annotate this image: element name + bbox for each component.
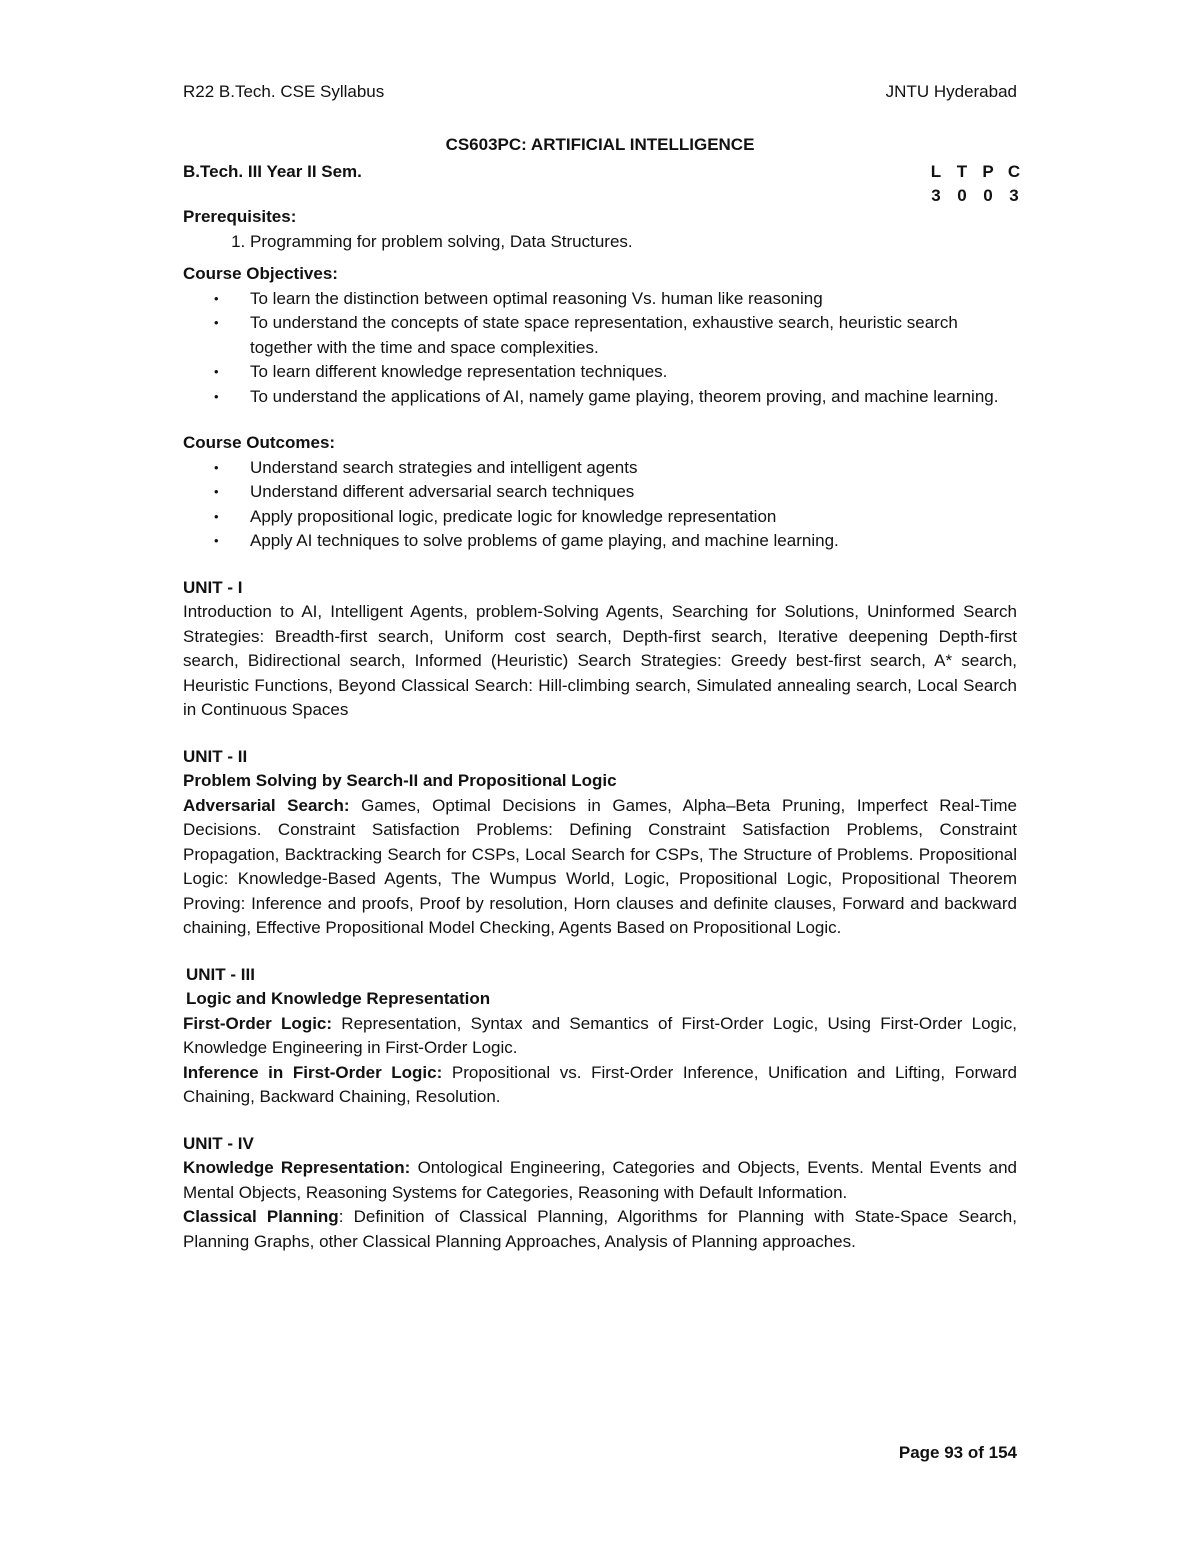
unit3-body2: Propositional vs. First-Order Inference, Unification and Lifting, Forward Chaining, Backward Chaining, Resolution.: [183, 1062, 1017, 1106]
unit3-text1: [183, 1012, 1017, 1061]
header-right: JNTU Hyderabad: [885, 82, 1017, 101]
unit2-lead: Adversarial Search:: [183, 795, 350, 815]
objectives-list: [183, 287, 1017, 410]
list-item: 1. Programming for problem solving, Data Structures.: [250, 230, 1017, 255]
unit3-subheading: Logic and Knowledge Representation: [186, 989, 491, 1008]
unit4-heading: UNIT - IV: [183, 1133, 254, 1153]
list-item: • Apply propositional logic, predicate logic for knowledge representation: [250, 505, 1017, 530]
course-title: CS603PC: ARTIFICIAL INTELLIGENCE: [445, 135, 755, 154]
outcomes-list: [183, 456, 1017, 554]
unit2-heading: UNIT - II: [183, 746, 248, 766]
unit4-lead1: Knowledge Representation:: [183, 1158, 411, 1177]
ltpc-label-p: P: [982, 162, 994, 181]
ltpc-label-t: T: [956, 162, 968, 181]
unit3-lead2: Inference in First-Order Logic:: [183, 1062, 443, 1082]
objectives-heading: Course Objectives:: [183, 264, 338, 283]
syllabus-content: [183, 205, 1017, 1254]
semester-label: B.Tech. III Year II Sem.: [183, 162, 362, 181]
header-left: R22 B.Tech. CSE Syllabus: [183, 82, 385, 101]
unit3-lead1: First-Order Logic:: [183, 1013, 333, 1033]
page-header: [183, 80, 1017, 105]
unit2-body: Games, Optimal Decisions in Games, Alpha–Beta Pruning, Imperfect Real-Time Decisions. Constraint Satisfaction Problems: Defining Constraint Satisfaction Problems, Constraint Propagation, Backtracking Search for CSPs, Local Search for CSPs, The Structure of Problems. Propositional Logic: Knowledge-Based Agents, The Wumpus World, Logic, Propositional Logic, Propositional Theorem Proving: Inference and proofs, Proof by resolution, Horn clauses and definite clauses, Forward and backward chaining, Effective Propositional Model Checking, Agents Based on Propositional Logic.: [183, 795, 1018, 937]
ltpc-label-l: L: [930, 162, 942, 181]
page-number: Page 93 of 154: [898, 1443, 1017, 1462]
list-item: • Apply AI techniques to solve problems of game playing, and machine learning.: [250, 529, 1017, 554]
list-item: • To learn the distinction between optimal reasoning Vs. human like reasoning: [250, 287, 1017, 312]
unit4-body2: : Definition of Classical Planning, Algorithms for Planning with State-Space Search, Planning Graphs, other Classical Planning Approaches, Analysis of Planning approaches.: [183, 1207, 1017, 1251]
list-item: • To understand the applications of AI, namely game playing, theorem proving, and machine learning.: [250, 385, 1017, 410]
unit4-text2: [183, 1205, 1017, 1254]
prerequisites-heading: Prerequisites:: [183, 207, 297, 226]
unit4-text1: [183, 1156, 1017, 1205]
list-item: • To learn different knowledge representation techniques.: [250, 360, 1017, 385]
prerequisites-list: [183, 230, 1017, 255]
unit3-heading: UNIT - III: [186, 964, 255, 984]
unit3-text2: [183, 1061, 1017, 1110]
semester-row: [183, 160, 1021, 208]
ltpc-value-c: 3: [1009, 186, 1019, 205]
ltpc-label-c: C: [1007, 162, 1021, 181]
outcomes-heading: Course Outcomes:: [183, 433, 336, 452]
unit1-text: Introduction to AI, Intelligent Agents, problem-Solving Agents, Searching for Solutions, Uninformed Search Strategies: Breadth-first search, Uniform cost search, Depth-first search, Iterative deepening Depth-first search, Bidirectional search, Informed (Heuristic) Search Strategies: Greedy best-first search, A* search, Heuristic Functions, Beyond Classical Search: Hill-climbing search, Simulated annealing search, Local Search in Continuous Spaces: [183, 602, 1017, 719]
ltpc-value-p: 0: [983, 186, 993, 205]
unit1-heading: UNIT - I: [183, 577, 243, 597]
unit2-text: [183, 794, 1017, 941]
list-item: • Understand search strategies and intelligent agents: [250, 456, 1017, 481]
list-item: • To understand the concepts of state space representation, exhaustive search, heuristic search together with the time and space complexities.: [250, 311, 1017, 360]
ltpc-value-l: 3: [931, 186, 941, 205]
unit4-lead2: Classical Planning: [183, 1207, 339, 1226]
unit3-body1: Representation, Syntax and Semantics of First-Order Logic, Using First-Order Logic, Knowledge Engineering in First-Order Logic.: [183, 1013, 1017, 1057]
ltpc-table: [923, 160, 1027, 208]
unit4-body1: Ontological Engineering, Categories and Objects, Events. Mental Events and Mental Objects, Reasoning Systems for Categories, Reasoning with Default Information.: [183, 1158, 1017, 1202]
list-item: • Understand different adversarial search techniques: [250, 480, 1017, 505]
unit2-subheading: Problem Solving by Search-II and Propositional Logic: [183, 771, 617, 790]
ltpc-value-t: 0: [957, 186, 967, 205]
